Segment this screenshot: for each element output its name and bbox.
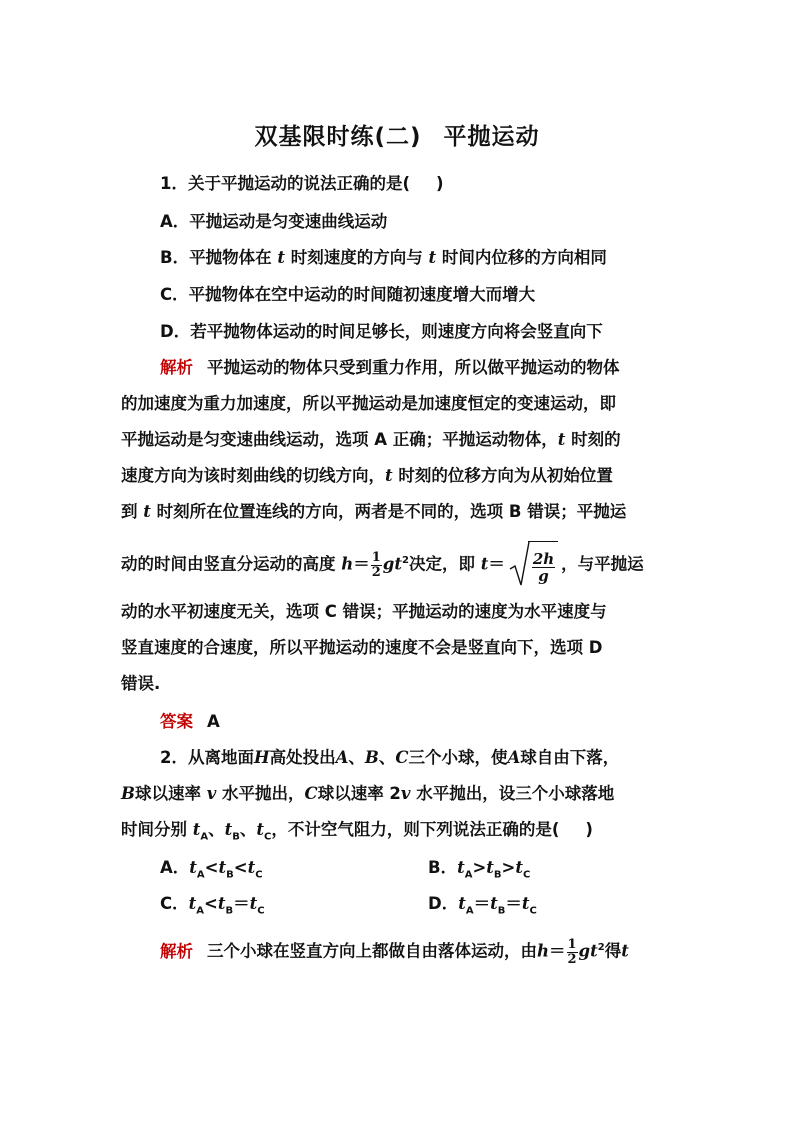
q2-analysis-line-1: 解析 三个小球在竖直方向上都做自由落体运动，由h＝ $\frac{1}{2}$ $gt^2$得t [160,936,629,967]
analysis-label: 解析 [160,941,193,961]
q2-options-row-2 [160,892,690,916]
q1-analysis-line-7: 动的水平初速度无关，选项 C 错误；平抛运动的速度为水平速度与 [121,602,607,621]
q2-option-d: D．$t_A=t_B=t_C$ [428,894,537,917]
q1-analysis-line-5: 到 t 时刻所在位置连线的方向，两者是不同的，选项 B 错误；平抛运 [121,502,627,521]
q1-analysis-line-9: 错误. [121,674,161,693]
q1-analysis-line-1: 解析 平抛运动的物体只受到重力作用，所以做平抛运动的物体 [160,358,620,377]
q2-option-c: C．$t_A<t_B=t_C$ [160,894,265,917]
q1-option-b: B．平抛物体在 t 时刻速度的方向与 t 时间内位移的方向相同 [160,248,607,267]
q1-answer: 答案 A [160,712,220,731]
q2-stem-line-2: B球以速率 v 水平抛出，C球以速率 2v 水平抛出，设三个小球落地 [121,784,615,803]
q1-analysis-line-3: 平抛运动是匀变速曲线运动，选项 A 正确；平抛运动物体，t 时刻的 [121,430,621,449]
q2-stem-line-3: 时间分别 $t_A$、$t_B$、$t_C$，不计空气阻力，则下列说法正确的是( ) [121,820,593,843]
title-sub: 平抛运动 [443,124,540,150]
q1-option-c: C．平抛物体在空中运动的时间随初速度增大而增大 [160,285,536,304]
answer-label: 答案 [160,712,193,731]
q1-analysis-line-8: 竖直速度的合速度，所以平抛运动的速度不会是竖直向下，选项 D [121,638,603,657]
square-root: $\frac{2h}{g}$ [508,541,558,590]
q2-option-a: A．$t_A<t_B<t_C$ [160,858,263,881]
page-title [0,118,794,151]
q2-option-b: B．$t_A>t_B>t_C$ [428,858,531,881]
title-main: 双基限时练(二) [254,124,422,150]
fraction-one-half: $\frac{1}{2}$ [371,549,381,580]
q1-analysis-line-2: 的加速度为重力加速度，所以平抛运动是加速度恒定的变速运动，即 [121,394,616,413]
fraction-one-half: $\frac{1}{2}$ [567,936,577,967]
analysis-label: 解析 [160,358,193,377]
q1-analysis-line-4: 速度方向为该时刻曲线的切线方向，t 时刻的位移方向为从初始位置 [121,466,613,485]
q1-stem: 1．关于平抛运动的说法正确的是( ) [160,174,444,193]
q1-option-a: A．平抛运动是匀变速曲线运动 [160,212,388,231]
q2-options-row-1 [160,856,690,880]
q1-analysis-line-6: 动的时间由竖直分运动的高度 h＝ $\frac{1}{2}$ $gt^2$决定，即 t＝ $\frac{2h}{g}$ ，与平抛运 [121,538,676,590]
q1-option-d: D．若平抛物体运动的时间足够长，则速度方向将会竖直向下 [160,322,603,341]
q2-stem-line-1: 2．从离地面H高处投出A、B、C三个小球，使A球自由下落， [160,748,620,767]
